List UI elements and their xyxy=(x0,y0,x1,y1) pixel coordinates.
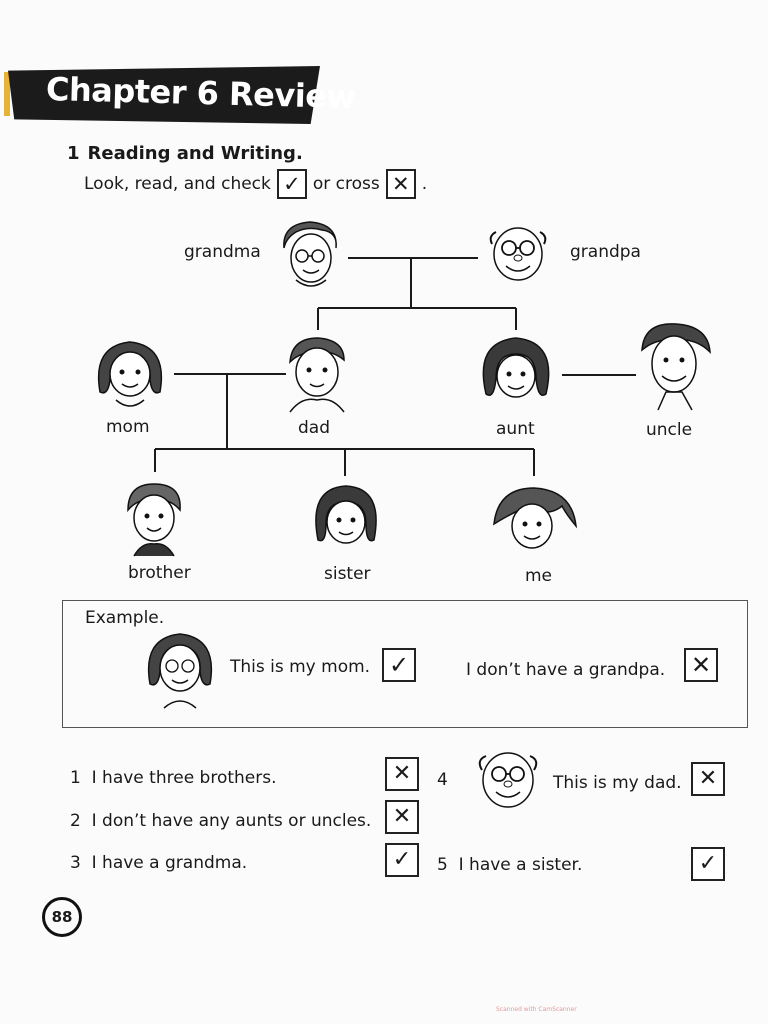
grandpa-face xyxy=(482,222,554,288)
example-answer-1: ✓ xyxy=(382,648,416,682)
example-sentence-2: I don’t have a grandpa. xyxy=(466,660,666,680)
question-number: 1 xyxy=(70,768,81,788)
example-mom-face xyxy=(142,628,218,708)
cross-symbol-box: ✕ xyxy=(386,169,416,199)
label-mom: mom xyxy=(106,417,150,437)
example-sentence-1: This is my mom. xyxy=(230,657,371,677)
example-title: Example. xyxy=(85,608,165,628)
question-text: I don’t have any aunts or uncles. xyxy=(91,811,372,831)
question-number: 5 xyxy=(437,855,448,875)
instruction-suffix: . xyxy=(421,174,428,194)
label-grandma: grandma xyxy=(184,242,261,262)
question-2 xyxy=(70,811,371,831)
answer-box-1[interactable]: ✕ xyxy=(385,757,419,791)
instruction-prefix: Look, read, and check xyxy=(84,174,271,194)
label-aunt: aunt xyxy=(496,419,535,439)
grandma-face xyxy=(278,218,344,294)
instruction-middle: or cross xyxy=(312,174,380,194)
question-number: 3 xyxy=(70,853,81,873)
label-me: me xyxy=(525,566,553,586)
mom-face xyxy=(92,336,168,416)
me-face xyxy=(488,484,580,560)
answer-box-4[interactable]: ✕ xyxy=(691,762,725,796)
label-uncle: uncle xyxy=(646,420,693,440)
scanner-footer: Scanned with CamScanner xyxy=(496,1006,577,1013)
question-text: I have a sister. xyxy=(458,855,583,875)
question-4-number: 4 xyxy=(437,770,448,790)
question-text: I have three brothers. xyxy=(91,768,277,788)
question-4-grandpa-face xyxy=(470,748,546,814)
label-sister: sister xyxy=(324,564,371,584)
check-symbol-box: ✓ xyxy=(277,169,307,199)
question-3 xyxy=(70,853,247,873)
example-answer-2: ✕ xyxy=(684,648,718,682)
aunt-face xyxy=(476,334,556,414)
uncle-face xyxy=(636,320,714,414)
label-grandpa: grandpa xyxy=(570,242,641,262)
dad-face xyxy=(282,334,352,412)
section-number: 1 xyxy=(67,143,80,164)
label-dad: dad xyxy=(298,418,330,438)
question-5 xyxy=(437,855,582,875)
answer-box-5[interactable]: ✓ xyxy=(691,847,725,881)
answer-box-2[interactable]: ✕ xyxy=(385,800,419,834)
question-text: I have a grandma. xyxy=(91,853,248,873)
label-brother: brother xyxy=(128,563,191,583)
question-1 xyxy=(70,768,277,788)
answer-box-3[interactable]: ✓ xyxy=(385,843,419,877)
question-number: 2 xyxy=(70,811,81,831)
section-title: Reading and Writing. xyxy=(87,143,303,164)
page-number: 88 xyxy=(42,897,82,937)
chapter-title: Chapter 6 Review xyxy=(45,69,356,117)
question-4-text: This is my dad. xyxy=(553,773,682,793)
brother-face xyxy=(120,480,188,556)
sister-face xyxy=(310,482,382,560)
